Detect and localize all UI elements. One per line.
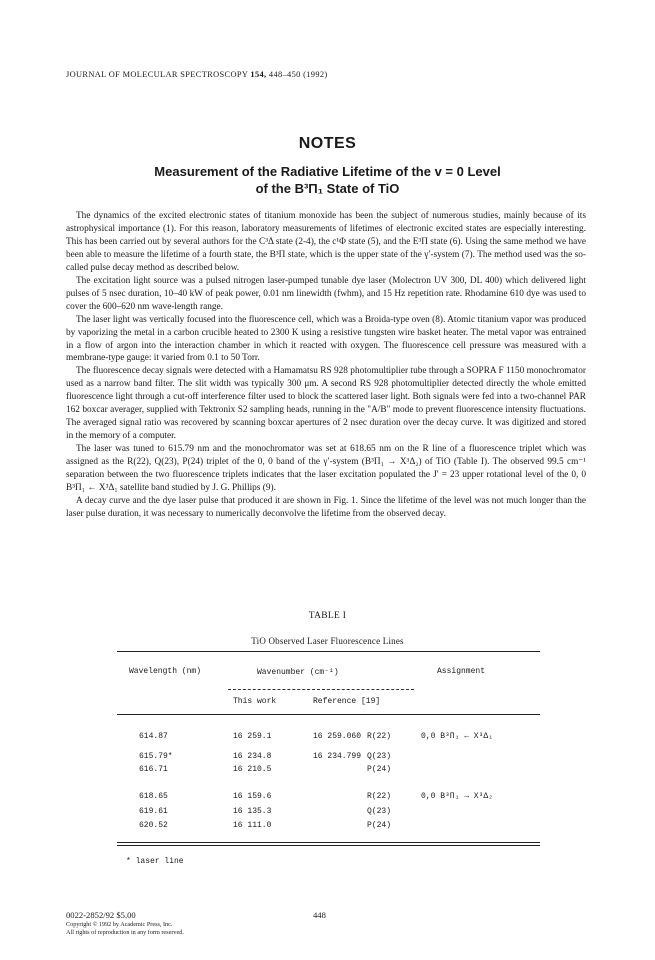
article-title [60, 163, 595, 197]
wavenumber-subheader-dashes [228, 689, 414, 690]
header-wavelength: Wavelength (nm) [129, 667, 202, 676]
cell-this-work: 16 159.6 [233, 792, 272, 801]
cell-branch: P(24) [367, 765, 392, 774]
table-top-rule [117, 651, 540, 652]
table-footnote: * laser line [126, 857, 184, 866]
table-header-rule [117, 714, 540, 715]
cell-branch: R(22) [367, 792, 392, 801]
cell-wavelength: 614.87 [139, 732, 168, 741]
paragraph-3: The laser light was vertically focused into the fluorescence cell, which was a Broida-type oven (8). Atomic titanium vapor was produced by vaporizing the metal in a carbon crucible heated to 2300 K using a resistive tungsten wire basket heater. The metal vapor was entrained in a flow of argon into the interaction chamber in which it reacted with oxygen. The fluorescence cell pressure was measured with a membrane-type gauge: it varied from 0.1 to 50 Torr. [66, 314, 586, 364]
journal-volume: 154, [250, 70, 267, 79]
paragraph-5: The laser was tuned to 615.79 nm and the monochromator was set at 618.65 nm on the R line of a fluorescence triplet which was assigned as the R(22), Q(23), P(24) triplet of the 0, 0 band of the γ′-system (B³Π₁ → X³Δ₂) of TiO (Table I). The observed 99.5 cm⁻¹ separation between the two fluorescence triplets indicates that the laser excitation populated the J′ = 23 upper rotational level of the 0, 0 B³Π₁ ← X³Δ₁ satellite band studied by J. G. Phillips (9). [66, 444, 586, 494]
journal-name: JOURNAL OF MOLECULAR SPECTROSCOPY [66, 70, 248, 79]
cell-wavelength: 619.61 [139, 807, 168, 816]
cell-branch: R(22) [367, 732, 392, 741]
cell-wavelength: 616.71 [139, 765, 168, 774]
fluorescence-lines-table [117, 651, 540, 849]
header-this-work: This work [233, 697, 277, 706]
cell-this-work: 16 259.1 [233, 732, 272, 741]
cell-this-work: 16 234.8 [233, 752, 272, 761]
copyright-notice: Copyright © 1992 by Academic Press, Inc. [66, 921, 173, 928]
cell-wavelength: 620.52 [139, 821, 168, 830]
cell-assignment: 0,0 B³Π₁ → X³Δ₂ [421, 792, 494, 801]
rights-notice: All rights of reproduction in any form reserved. [66, 929, 184, 936]
section-heading: NOTES [298, 135, 357, 152]
header-wavenumber: Wavenumber (cm⁻¹) [257, 668, 339, 677]
cell-branch: P(24) [367, 821, 392, 830]
cell-assignment: 0,0 B³Π₁ ← X³Δ₁ [421, 732, 494, 741]
table-label: TABLE I [308, 611, 347, 621]
paragraph-6: A decay curve and the dye laser pulse that produced it are shown in Fig. 1. Since the lifetime of the level was not much longer than the laser pulse duration, it was necessary to numerically deconvolve the lifetime from the observed decay. [66, 495, 586, 519]
cell-wavelength: 615.79* [139, 752, 173, 761]
page-number: 448 [313, 910, 326, 920]
table-caption: TiO Observed Laser Fluorescence Lines [251, 636, 404, 646]
article-title-line-2: of the B³Π₁ State of TiO [255, 181, 400, 196]
paragraph-2: The excitation light source was a pulsed nitrogen laser-pumped tunable dye laser (Molectron UV 300, DL 400) which delivered light pulses of 5 nsec duration, 10–40 kW of peak power, 0.01 nm linewidth (fwhm), and 15 Hz repetition rate. Rhodamine 610 dye was used to cover the 600–620 nm wave-length range. [66, 275, 586, 312]
cell-branch: Q(23) [367, 752, 392, 761]
cell-wavelength: 618.65 [139, 792, 168, 801]
article-title-line-1: Measurement of the Radiative Lifetime of the v = 0 Level [154, 164, 501, 179]
journal-pages-year: 448–450 (1992) [266, 70, 328, 79]
footer-block [66, 910, 184, 936]
cell-this-work: 16 111.0 [233, 821, 272, 830]
cell-this-work: 16 210.5 [233, 765, 272, 774]
journal-header [66, 70, 328, 79]
issn-price: 0022-2852/92 $5.00 [66, 910, 136, 920]
cell-branch: Q(23) [367, 807, 392, 816]
header-assignment: Assignment [437, 667, 486, 676]
cell-reference: 16 259.060 [313, 732, 362, 741]
article-body [66, 210, 586, 521]
paragraph-1: The dynamics of the excited electronic states of titanium monoxide has been the subject of numerous studies, mainly because of its astrophysical importance (1). For this reason, laboratory measurements of lifetimes of electronic excited states are especially interesting. This has been carried out by several authors for the C³Δ state (2-4), the c¹Φ state (5), and the E³Π state (6). Using the same method we have been able to measure the lifetime of a fourth state, the B³Π state, which is the upper state of the γ′-system (7). The method used was the so-called pulse decay method as described below. [66, 211, 586, 273]
table-bottom-rule [117, 842, 540, 846]
cell-this-work: 16 135.3 [233, 807, 272, 816]
header-reference: Reference [19] [313, 697, 381, 706]
paragraph-4: The fluorescence decay signals were detected with a Hamamatsu RS 928 photomultiplier tube through a SOPRA F 1150 monochromator used as a narrow band filter. The slit width was typically 300 μm. A second RS 928 photomultiplier detected directly the whole emitted fluorescence light through a cut-off interference filter used to block the scattered laser light. Both signals were fed into a two-channel PAR 162 boxcar averager, supplied with Tektronix S2 sampling heads, running in the "A/B" mode to prevent fluorescence intensity fluctuations. The averaged signal ratio was recovered by scanning boxcar apertures of 2 nsec duration over the decay curve. It was digitized and stored in the memory of a computer. [66, 366, 586, 442]
cell-reference: 16 234.799 [313, 752, 362, 761]
